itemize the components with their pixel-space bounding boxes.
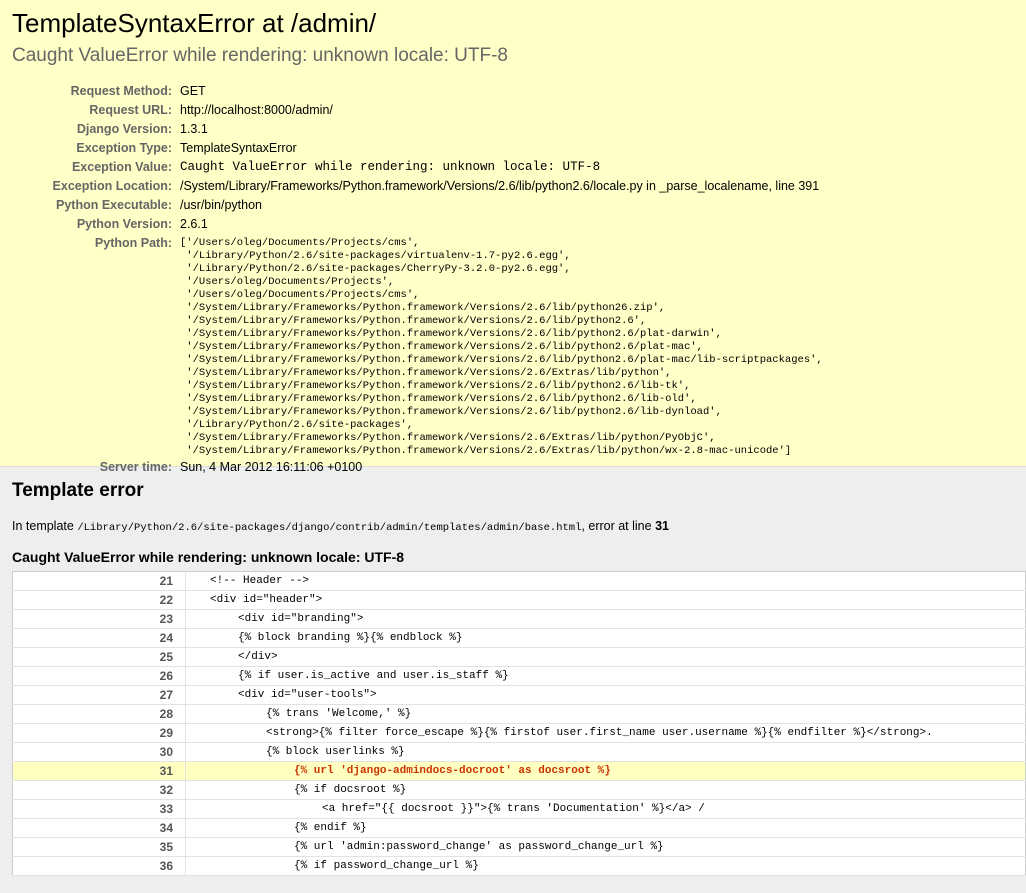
source-line bbox=[13, 629, 1026, 648]
line-number: 21 bbox=[13, 572, 186, 591]
source-line bbox=[13, 838, 1026, 857]
line-code: {% endif %} bbox=[186, 819, 1026, 838]
line-number: 36 bbox=[13, 857, 186, 876]
line-number: 22 bbox=[13, 591, 186, 610]
line-code: <div id="header"> bbox=[186, 591, 1026, 610]
source-line bbox=[13, 610, 1026, 629]
line-code: <div id="branding"> bbox=[186, 610, 1026, 629]
line-number: 26 bbox=[13, 667, 186, 686]
meta-row bbox=[12, 101, 823, 120]
source-line bbox=[13, 857, 1026, 876]
page-title: TemplateSyntaxError at /admin/ bbox=[12, 8, 377, 38]
line-code: {% if password_change_url %} bbox=[186, 857, 1026, 876]
template-source-table bbox=[12, 571, 1026, 876]
exception-subtitle: Caught ValueError while rendering: unknown locale: UTF-8 bbox=[12, 45, 509, 66]
meta-value: /System/Library/Frameworks/Python.framework/Versions/2.6/lib/python2.6/locale.py in _parse_localename, line 391 bbox=[180, 179, 820, 193]
source-line bbox=[13, 591, 1026, 610]
meta-value: /usr/bin/python bbox=[180, 198, 262, 212]
meta-row bbox=[12, 120, 823, 139]
meta-label: Python Path: bbox=[94, 236, 172, 250]
meta-label: Exception Type: bbox=[76, 141, 172, 155]
source-line bbox=[13, 743, 1026, 762]
meta-value: 2.6.1 bbox=[180, 217, 208, 231]
line-number: 25 bbox=[13, 648, 186, 667]
line-code: {% block userlinks %} bbox=[186, 743, 1026, 762]
source-line bbox=[13, 819, 1026, 838]
line-code: <!-- Header --> bbox=[186, 572, 1026, 591]
source-line-error bbox=[13, 762, 1026, 781]
line-code: {% trans 'Welcome,' %} bbox=[186, 705, 1026, 724]
template-error-heading: Template error bbox=[12, 480, 144, 501]
template-location bbox=[12, 517, 1014, 537]
template-error-at: , error at line bbox=[581, 519, 656, 533]
source-line bbox=[13, 705, 1026, 724]
meta-label: Python Version: bbox=[76, 217, 172, 231]
meta-label: Request Method: bbox=[70, 84, 172, 98]
meta-row bbox=[12, 196, 823, 215]
line-number: 28 bbox=[13, 705, 186, 724]
template-exception-heading: Caught ValueError while rendering: unknown locale: UTF-8 bbox=[12, 549, 405, 565]
line-number: 31 bbox=[13, 762, 186, 781]
line-code: {% if user.is_active and user.is_staff %} bbox=[186, 667, 1026, 686]
python-path-list: ['/Users/oleg/Documents/Projects/cms', '/Library/Python/2.6/site-packages/virtualenv-1.7-py2.6.egg', '/Library/Python/2.6/site-packages/CherryPy-3.2.0-py2.6.egg', '/Users/oleg/Documents/Projects', '/Users/oleg/Documents/Projects/cms', '/System/Library/Frameworks/Python.framework/Versions/2.6/lib/python26.zip', '/System/Library/Frameworks/Python.framework/Versions/2.6/lib/python2.6', '/System/Library/Frameworks/Python.framework/Versions/2.6/lib/python2.6/plat-darwin', '/System/Library/Frameworks/Python.framework/Versions/2.6/lib/python2.6/plat-mac', '/System/Library/Frameworks/Python.framework/Versions/2.6/lib/python2.6/plat-mac/lib-scriptpackages', '/System/Library/Frameworks/Python.framework/Versions/2.6/Extras/lib/python', '/System/Library/Frameworks/Python.framework/Versions/2.6/lib/python2.6/lib-tk', '/System/Library/Frameworks/Python.framework/Versions/2.6/lib/python2.6/lib-old', '/System/Library/Frameworks/Python.framework/Versions/2.6/lib/python2.6/lib-dynload', '/Library/Python/2.6/site-packages', '/System/Library/Frameworks/Python.framework/Versions/2.6/Extras/lib/python/PyObjC', '/System/Library/Frameworks/Python.framework/Versions/2.6/Extras/lib/python/wx-2.8-mac-unicode'] bbox=[180, 237, 823, 457]
line-code: <strong>{% filter force_escape %}{% firstof user.first_name user.username %}{% endfilter %}</strong>. bbox=[186, 724, 1026, 743]
meta-label: Python Executable: bbox=[56, 198, 172, 212]
line-number: 23 bbox=[13, 610, 186, 629]
meta-label: Django Version: bbox=[76, 122, 172, 136]
template-error-line: 31 bbox=[655, 519, 669, 533]
line-number: 32 bbox=[13, 781, 186, 800]
line-code: </div> bbox=[186, 648, 1026, 667]
line-code: {% url 'admin:password_change' as password_change_url %} bbox=[186, 838, 1026, 857]
meta-value: Sun, 4 Mar 2012 16:11:06 +0100 bbox=[180, 460, 363, 474]
meta-value: GET bbox=[180, 84, 206, 98]
request-meta-table bbox=[12, 82, 823, 477]
meta-value: Caught ValueError while rendering: unknown locale: UTF-8 bbox=[180, 160, 601, 174]
line-number: 30 bbox=[13, 743, 186, 762]
template-error-section bbox=[0, 467, 1026, 876]
source-line bbox=[13, 724, 1026, 743]
line-number: 29 bbox=[13, 724, 186, 743]
source-line bbox=[13, 800, 1026, 819]
meta-row bbox=[12, 82, 823, 101]
source-line bbox=[13, 686, 1026, 705]
source-line bbox=[13, 781, 1026, 800]
meta-value: 1.3.1 bbox=[180, 122, 208, 136]
source-line bbox=[13, 572, 1026, 591]
meta-label: Request URL: bbox=[89, 103, 172, 117]
line-number: 35 bbox=[13, 838, 186, 857]
source-line bbox=[13, 667, 1026, 686]
meta-value: http://localhost:8000/admin/ bbox=[180, 103, 333, 117]
meta-value: TemplateSyntaxError bbox=[180, 141, 297, 155]
line-number: 33 bbox=[13, 800, 186, 819]
line-code: <a href="{{ docsroot }}">{% trans 'Documentation' %}</a> / bbox=[186, 800, 1026, 819]
meta-row bbox=[12, 177, 823, 196]
meta-label: Server time: bbox=[99, 460, 172, 474]
line-code: {% url 'django-admindocs-docroot' as docsroot %} bbox=[186, 762, 1026, 781]
source-line bbox=[13, 648, 1026, 667]
template-path: /Library/Python/2.6/site-packages/django/contrib/admin/templates/admin/base.html bbox=[77, 522, 582, 534]
line-number: 34 bbox=[13, 819, 186, 838]
line-number: 27 bbox=[13, 686, 186, 705]
line-code: <div id="user-tools"> bbox=[186, 686, 1026, 705]
meta-label: Exception Location: bbox=[52, 179, 172, 193]
template-prefix: In template bbox=[12, 519, 78, 533]
meta-value bbox=[180, 234, 823, 458]
meta-row-python-path bbox=[12, 234, 823, 458]
meta-row bbox=[12, 139, 823, 158]
meta-row bbox=[12, 158, 823, 177]
line-number: 24 bbox=[13, 629, 186, 648]
line-code: {% block branding %}{% endblock %} bbox=[186, 629, 1026, 648]
meta-row bbox=[12, 215, 823, 234]
line-code: {% if docsroot %} bbox=[186, 781, 1026, 800]
meta-label: Exception Value: bbox=[71, 160, 172, 174]
